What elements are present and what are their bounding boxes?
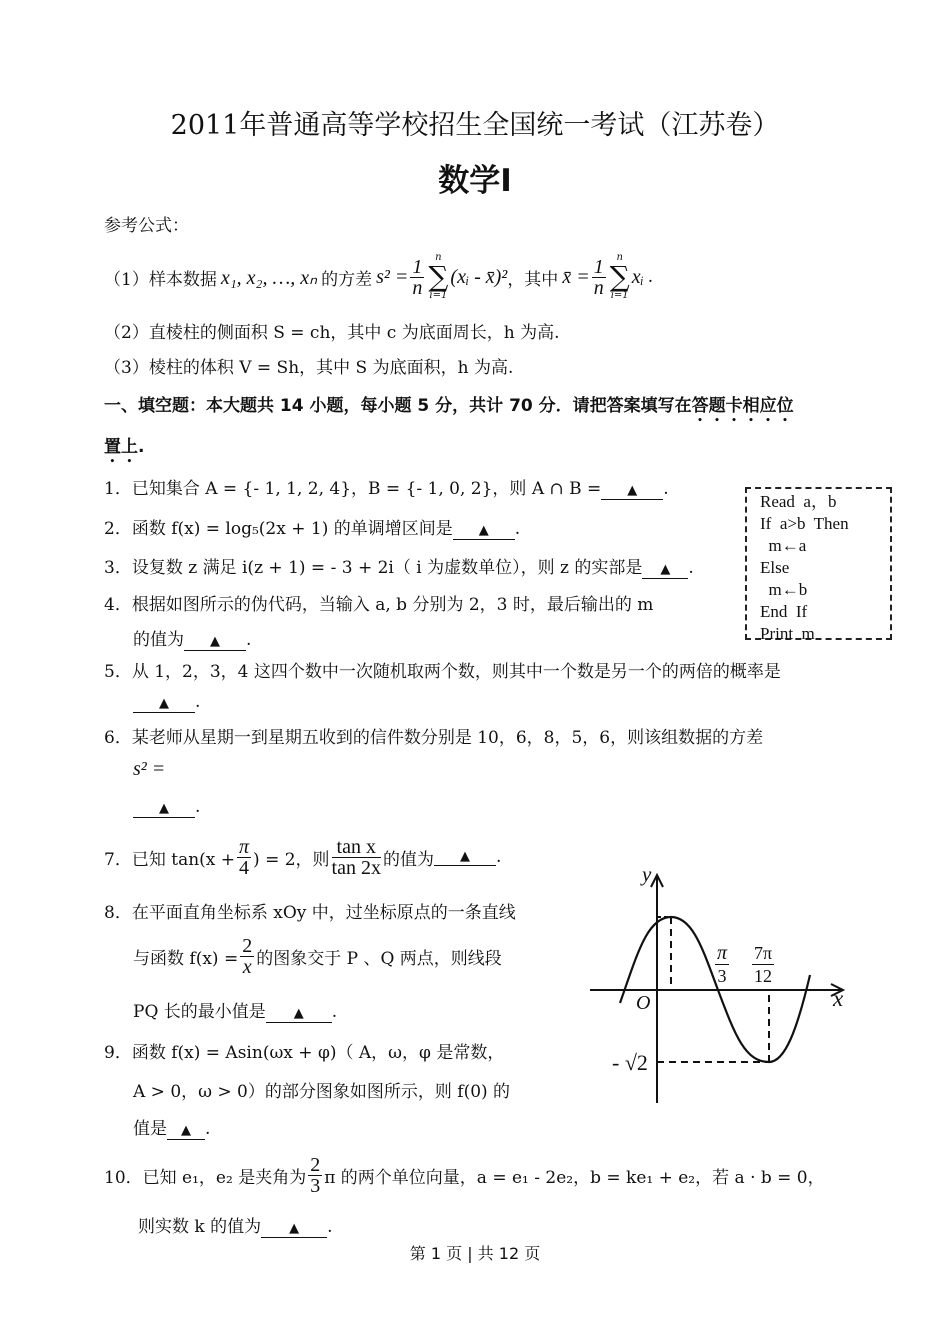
- tick-pi-over-3: π 3: [717, 942, 728, 986]
- question-6-variance: s² =: [133, 758, 166, 780]
- question-text: 的图象交于 P 、Q 两点，则线段: [256, 948, 502, 969]
- section-heading-period: .: [138, 437, 145, 457]
- formula-1-comma: ，其中: [507, 269, 559, 290]
- question-text: 某老师从星期一到星期五收到的信件数分别是 10，6，8，5，6，则该组数据的方差: [131, 728, 764, 748]
- origin-label: O: [636, 992, 651, 1014]
- variance-lhs: s² =: [376, 265, 409, 288]
- question-text: PQ 长的最小值是: [133, 1002, 266, 1022]
- question-text: 则实数 k 的值为: [138, 1217, 262, 1237]
- question-number: 5．: [104, 662, 132, 682]
- question-end: .: [663, 479, 669, 499]
- code-line: Else: [760, 558, 790, 577]
- mean-lhs: x̄ =: [562, 265, 590, 288]
- question-text: 与函数 f(x) =: [133, 948, 239, 969]
- question-end: .: [327, 1217, 333, 1237]
- fraction-tan-ratio: $\frac{\text{tan x}}{\tan 2x}$: [331, 835, 381, 879]
- code-line: Print m: [760, 624, 815, 643]
- exam-title: 2011年普通高等学校招生全国统一考试（江苏卷）: [170, 110, 780, 141]
- question-number: 8．: [104, 903, 132, 923]
- question-end: .: [246, 630, 252, 650]
- question-number: 1．: [104, 479, 132, 499]
- code-line: End If: [760, 602, 808, 621]
- question-number: 2．: [104, 519, 132, 539]
- formula-1-vars: x₁, x₂, …, xₙ: [220, 266, 318, 289]
- question-end: .: [331, 1002, 338, 1022]
- question-8-line2: [133, 933, 502, 979]
- code-line: Read a，b: [760, 492, 837, 511]
- question-end: .: [195, 692, 201, 712]
- fraction-1-over-n: $\frac{1}{n}$: [412, 255, 423, 299]
- answer-blank[interactable]: ▲: [184, 634, 246, 651]
- y-axis-label: y: [642, 862, 652, 886]
- section-heading-text: 一、填空题：本大题共 14 小题，每小题 5 分，共计 70 分．请把答案填写在: [104, 396, 692, 416]
- answer-blank[interactable]: ▲: [266, 1006, 332, 1023]
- question-3: [104, 553, 694, 579]
- question-1: [104, 474, 669, 500]
- question-2: [104, 514, 520, 540]
- section-heading-line1: [104, 391, 794, 426]
- question-number: 3．: [104, 558, 132, 578]
- question-text: 函数 f(x) = log₅(2x + 1) 的单调增区间是: [131, 519, 453, 539]
- code-line: m←b: [760, 580, 808, 599]
- question-text: 的值为: [382, 849, 434, 870]
- answer-blank[interactable]: ▲: [167, 1123, 205, 1140]
- question-10: [104, 1150, 825, 1200]
- question-text: 在平面直角坐标系 xOy 中，过坐标原点的一条直线: [131, 903, 516, 923]
- section-heading-line2: [104, 432, 144, 467]
- question-4: [104, 590, 653, 615]
- question-text: 的值为: [133, 630, 184, 650]
- question-number: 10．: [104, 1167, 143, 1188]
- answer-blank[interactable]: ▲: [133, 801, 195, 818]
- question-10-line2: [138, 1212, 333, 1238]
- x-axis-label: x: [833, 986, 844, 1011]
- question-end: .: [205, 1119, 211, 1139]
- question-number: 7．: [104, 849, 132, 870]
- tick-7pi-over-12: 7π 12: [754, 943, 773, 986]
- fraction-2-over-3: $\frac{2}{3}$: [310, 1153, 321, 1197]
- question-text: 根据如图所示的伪代码，当输入 a, b 分别为 2，3 时，最后输出的 m: [131, 595, 654, 615]
- question-text: 值是: [133, 1119, 167, 1139]
- question-text: ) = 2，则: [253, 849, 330, 870]
- code-line: m←a: [760, 536, 807, 555]
- code-line: If a>b Then: [760, 514, 849, 533]
- question-5: [104, 657, 781, 682]
- answer-blank[interactable]: ▲: [434, 849, 496, 866]
- question-end: .: [514, 519, 521, 539]
- question-7: [104, 832, 501, 882]
- section-heading-emphasis: 答题卡相应位: [691, 396, 794, 416]
- answer-blank[interactable]: ▲: [642, 562, 688, 579]
- question-number: 6．: [104, 728, 132, 748]
- formula-1-mid: 的方差: [321, 269, 373, 290]
- pseudocode-box: [745, 487, 892, 643]
- question-9-line2: A > 0，ω > 0）的部分图象如图所示，则 f(0) 的: [133, 1082, 511, 1102]
- fraction-pi-over-4: $\frac{\pi}{4}$: [239, 835, 250, 879]
- page-footer: 第 1 页 | 共 12 页: [409, 1244, 541, 1263]
- answer-blank[interactable]: ▲: [601, 483, 663, 500]
- sum-symbol: n ∑ i=1: [428, 252, 449, 301]
- question-text: 已知 tan(x +: [131, 849, 236, 870]
- fraction-2-over-x: $\frac{2}{x}$: [242, 934, 253, 978]
- variance-body: (xᵢ - x̄)²: [450, 265, 508, 288]
- mean-body: xᵢ: [631, 265, 644, 288]
- formula-1-label: （1）样本数据: [104, 269, 217, 290]
- question-9: [104, 1038, 504, 1063]
- question-4-line2: [133, 625, 251, 651]
- fraction-1-over-n-2: $\frac{1}{n}$: [593, 255, 604, 299]
- question-9-line3: [133, 1114, 210, 1140]
- answer-blank[interactable]: ▲: [261, 1221, 327, 1238]
- formula-1-end: .: [647, 267, 654, 287]
- ymin-label: - √2: [612, 1050, 648, 1075]
- formula-1: [104, 252, 653, 302]
- question-end: .: [688, 558, 694, 578]
- exam-subtitle: 数学Ⅰ: [438, 163, 512, 199]
- question-end: .: [195, 797, 201, 817]
- question-number: 9．: [104, 1043, 132, 1063]
- question-number: 4．: [104, 595, 132, 615]
- section-heading-emphasis-2: 置上: [104, 437, 138, 457]
- question-end: .: [495, 847, 502, 867]
- question-8: [104, 898, 516, 923]
- question-text: 已知 e₁，e₂ 是夹角为: [142, 1167, 307, 1188]
- question-6: [104, 723, 763, 748]
- formula-2: （2）直棱柱的侧面积 S = ch，其中 c 为底面周长，h 为高.: [104, 323, 560, 343]
- answer-blank[interactable]: ▲: [133, 696, 195, 713]
- answer-blank[interactable]: ▲: [453, 523, 515, 540]
- formula-3: （3）棱柱的体积 V = Sh，其中 S 为底面积，h 为高.: [104, 358, 514, 378]
- question-text: π 的两个单位向量，a = e₁ - 2e₂，b = ke₁ + e₂，若 a · b = 0，: [324, 1167, 825, 1188]
- question-text: 从 1，2，3，4 这四个数中一次随机取两个数，则其中一个数是另一个的两倍的概率是: [131, 662, 781, 682]
- question-8-line3: [133, 997, 337, 1023]
- question-text: 函数 f(x) = Asin(ωx + φ)（ A，ω，φ 是常数，: [131, 1043, 505, 1063]
- sum-symbol-2: n ∑ i=1: [609, 252, 630, 301]
- question-6-line3: [133, 797, 200, 818]
- question-text: 已知集合 A = {- 1, 1, 2, 4}，B = {- 1, 0, 2}，则 A ∩ B =: [131, 479, 602, 499]
- question-text: 设复数 z 满足 i(z + 1) = - 3 + 2i（ i 为虚数单位），则 z 的实部是: [131, 558, 643, 578]
- formulas-heading: 参考公式：: [104, 216, 189, 236]
- question-5-line2: [133, 692, 200, 713]
